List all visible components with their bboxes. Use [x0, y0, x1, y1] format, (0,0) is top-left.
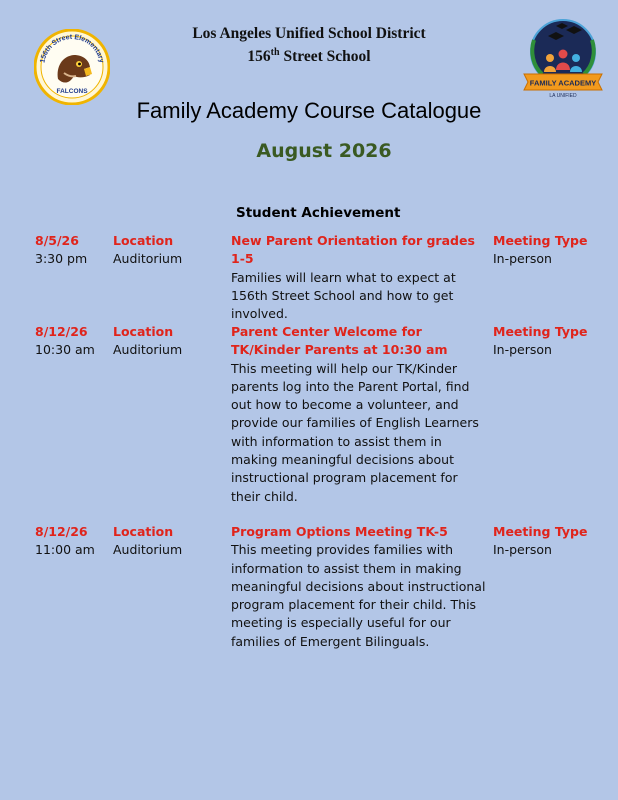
section-heading: Student Achievement: [236, 205, 401, 221]
event-time: 10:30 am: [35, 342, 95, 358]
meeting-type-label: Meeting Type: [493, 524, 588, 539]
event-description: This meeting provides families with information to assist them in making meaningful decisions about instructional program placement for their child. This meeting is especially useful for our families of Emergent Bilinguals.: [231, 542, 486, 649]
event-title: Parent Center Welcome for TK/Kinder Parents at 10:30 am: [231, 324, 448, 358]
event-description-col: [231, 232, 487, 323]
event-date: 8/12/26: [35, 524, 88, 539]
event-location-col: [113, 323, 228, 360]
event-title: New Parent Orientation for grades 1-5: [231, 233, 475, 267]
location-label: Location: [113, 524, 174, 539]
event-description: This meeting will help our TK/Kinder parents log into the Parent Portal, find out how to become a volunteer, and provide our families of English Learners with information to assist them in making meaningful decisions about instructional program placement for their child.: [231, 360, 479, 504]
event-time: 3:30 pm: [35, 251, 88, 267]
event-date-col: [35, 523, 110, 560]
event-type-col: [493, 523, 613, 560]
school-name-rest: Street School: [279, 48, 371, 66]
school-number: 156: [247, 48, 271, 66]
event-type-col: [493, 232, 613, 269]
event-date-col: [35, 323, 110, 360]
event-time: 11:00 am: [35, 542, 95, 558]
event-date: 8/5/26: [35, 233, 79, 248]
month-heading: August 2026: [256, 140, 392, 162]
event-location: Auditorium: [113, 342, 183, 358]
logo-arc-text: 156th Street Elementary: [39, 33, 105, 64]
event-type-col: [493, 323, 613, 360]
meeting-type-label: Meeting Type: [493, 233, 588, 248]
location-label: Location: [113, 324, 174, 339]
event-description-col: [231, 323, 487, 506]
page-title: Family Academy Course Catalogue: [136, 98, 482, 123]
logo-falcons-text: FALCONS: [56, 88, 88, 95]
meeting-type: In-person: [493, 542, 552, 558]
location-label: Location: [113, 233, 174, 248]
meeting-type: In-person: [493, 342, 552, 358]
event-date: 8/12/26: [35, 324, 88, 339]
district-name: Los Angeles Unified School District: [192, 25, 426, 42]
event-description: Families will learn what to expect at 156th Street School and how to get involved.: [231, 269, 456, 322]
event-location-col: [113, 523, 228, 560]
event-location: Auditorium: [113, 542, 183, 558]
event-location: Auditorium: [113, 251, 183, 267]
meeting-type-label: Meeting Type: [493, 324, 588, 339]
meeting-type: In-person: [493, 251, 552, 267]
family-academy-logo: [520, 14, 606, 98]
event-date-col: [35, 232, 110, 269]
event-title: Program Options Meeting TK-5: [231, 524, 448, 539]
logo-sub-text: LA UNIFIED: [549, 93, 577, 98]
school-number-suffix: th: [270, 47, 280, 58]
event-description-col: [231, 523, 487, 651]
event-location-col: [113, 232, 228, 269]
logo-banner-text: FAMILY ACADEMY: [529, 78, 597, 88]
